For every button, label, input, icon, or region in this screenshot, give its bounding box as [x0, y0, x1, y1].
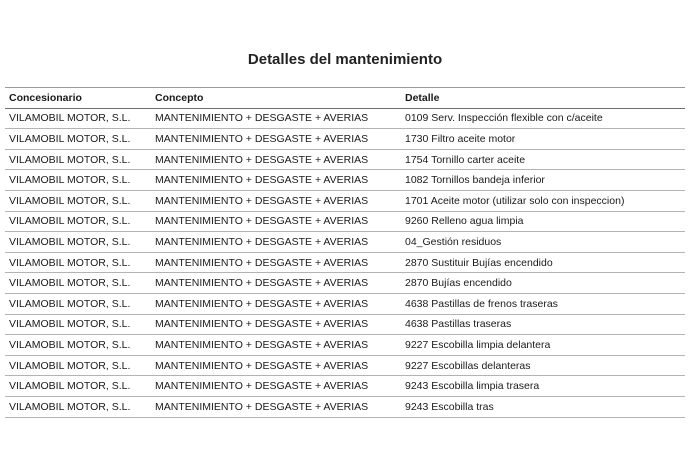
cell-concepto: MANTENIMIENTO + DESGASTE + AVERIAS — [155, 318, 369, 331]
cell-detalle: 4638 Pastillas de frenos traseras — [405, 297, 558, 310]
header-concesionario: Concesionario — [9, 91, 82, 104]
cell-concesionario: VILAMOBIL MOTOR, S.L. — [9, 400, 131, 413]
cell-concepto: MANTENIMIENTO + DESGASTE + AVERIAS — [155, 338, 369, 351]
cell-detalle: 1754 Tornillo carter aceite — [405, 153, 526, 166]
cell-detalle: 9243 Escobilla tras — [405, 400, 494, 413]
cell-concepto: MANTENIMIENTO + DESGASTE + AVERIAS — [155, 174, 369, 187]
cell-detalle: 0109 Serv. Inspección flexible con c/aceite — [405, 112, 603, 125]
cell-detalle: 2870 Sustituir Bujías encendido — [405, 256, 553, 269]
cell-detalle: 9227 Escobilla limpia delantera — [405, 338, 551, 351]
table-row — [5, 273, 685, 294]
table-row — [5, 170, 685, 191]
cell-concepto: MANTENIMIENTO + DESGASTE + AVERIAS — [155, 194, 369, 207]
cell-concepto: MANTENIMIENTO + DESGASTE + AVERIAS — [155, 112, 369, 125]
cell-concesionario: VILAMOBIL MOTOR, S.L. — [9, 380, 131, 393]
cell-concesionario: VILAMOBIL MOTOR, S.L. — [9, 132, 131, 145]
cell-detalle: 1730 Filtro aceite motor — [405, 132, 516, 145]
table-row — [5, 376, 685, 397]
cell-detalle: 1082 Tornillos bandeja inferior — [405, 174, 545, 187]
table-row — [5, 150, 685, 171]
cell-concepto: MANTENIMIENTO + DESGASTE + AVERIAS — [155, 235, 369, 248]
table-row — [5, 232, 685, 253]
table-row — [5, 397, 685, 418]
table-row — [5, 109, 685, 130]
header-concepto: Concepto — [155, 91, 204, 104]
cell-detalle: 9243 Escobilla limpia trasera — [405, 380, 540, 393]
page-title: Detalles del mantenimiento — [247, 51, 443, 68]
cell-concepto: MANTENIMIENTO + DESGASTE + AVERIAS — [155, 256, 369, 269]
table-row — [5, 315, 685, 336]
table-header-row — [5, 88, 685, 109]
cell-detalle: 04_Gestión residuos — [405, 235, 502, 248]
cell-concesionario: VILAMOBIL MOTOR, S.L. — [9, 153, 131, 166]
cell-concesionario: VILAMOBIL MOTOR, S.L. — [9, 277, 131, 290]
table-row — [5, 191, 685, 212]
cell-concesionario: VILAMOBIL MOTOR, S.L. — [9, 174, 131, 187]
cell-concesionario: VILAMOBIL MOTOR, S.L. — [9, 215, 131, 228]
table-row — [5, 294, 685, 315]
cell-concepto: MANTENIMIENTO + DESGASTE + AVERIAS — [155, 277, 369, 290]
cell-concesionario: VILAMOBIL MOTOR, S.L. — [9, 338, 131, 351]
table-row — [5, 253, 685, 274]
cell-detalle: 9260 Relleno agua limpia — [405, 215, 524, 228]
cell-concesionario: VILAMOBIL MOTOR, S.L. — [9, 359, 131, 372]
table-row — [5, 335, 685, 356]
cell-concepto: MANTENIMIENTO + DESGASTE + AVERIAS — [155, 380, 369, 393]
cell-detalle: 9227 Escobillas delanteras — [405, 359, 531, 372]
cell-concesionario: VILAMOBIL MOTOR, S.L. — [9, 297, 131, 310]
cell-concepto: MANTENIMIENTO + DESGASTE + AVERIAS — [155, 215, 369, 228]
cell-concesionario: VILAMOBIL MOTOR, S.L. — [9, 318, 131, 331]
cell-concepto: MANTENIMIENTO + DESGASTE + AVERIAS — [155, 359, 369, 372]
cell-concesionario: VILAMOBIL MOTOR, S.L. — [9, 235, 131, 248]
cell-concesionario: VILAMOBIL MOTOR, S.L. — [9, 256, 131, 269]
table-row — [5, 356, 685, 377]
table-row — [5, 129, 685, 150]
cell-concepto: MANTENIMIENTO + DESGASTE + AVERIAS — [155, 132, 369, 145]
cell-concepto: MANTENIMIENTO + DESGASTE + AVERIAS — [155, 400, 369, 413]
cell-concesionario: VILAMOBIL MOTOR, S.L. — [9, 112, 131, 125]
cell-concepto: MANTENIMIENTO + DESGASTE + AVERIAS — [155, 297, 369, 310]
header-detalle: Detalle — [405, 91, 440, 104]
maintenance-table — [5, 87, 685, 418]
cell-detalle: 2870 Bujías encendido — [405, 277, 512, 290]
cell-detalle: 4638 Pastillas traseras — [405, 318, 512, 331]
cell-concesionario: VILAMOBIL MOTOR, S.L. — [9, 194, 131, 207]
table-body — [5, 109, 685, 418]
cell-detalle: 1701 Aceite motor (utilizar solo con inspeccion) — [405, 194, 625, 207]
table-row — [5, 212, 685, 233]
cell-concepto: MANTENIMIENTO + DESGASTE + AVERIAS — [155, 153, 369, 166]
